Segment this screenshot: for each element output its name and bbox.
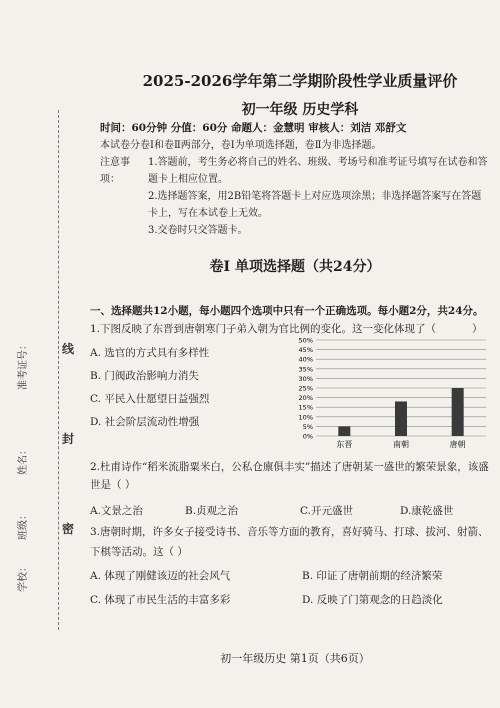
seal-line <box>58 110 59 630</box>
section-instruction: 一、选择题共12小题，每小题四个选项中只有一个正确选项。每小题2分，共24分。 <box>90 305 484 317</box>
y-tick-label: 5% <box>302 422 313 431</box>
q3-option-c[interactable]: C. 体现了市民生活的丰富多彩 <box>90 594 231 606</box>
instruction-item: 1.答题前，考生务必将自己的姓名、班级、考场号和准考证号填写在试卷和答题卡上相应位置。 <box>148 157 488 185</box>
seal-char-mi: 密 <box>62 522 75 536</box>
official-ratio-bar-chart <box>290 336 490 454</box>
question-1-bracket-close: ） <box>472 323 483 335</box>
y-tick-label: 35% <box>298 365 313 374</box>
q3-option-b[interactable]: B. 印证了唐朝前期的经济繁荣 <box>302 570 443 582</box>
exam-number-label: 准考证号： <box>18 340 29 390</box>
y-tick-label: 0% <box>302 432 313 441</box>
seal-char-xian: 线 <box>62 342 75 356</box>
exam-note: 本试卷分卷Ⅰ和卷Ⅱ两部分，卷Ⅰ为单项选择题，卷Ⅱ为非选择题。 <box>100 140 382 151</box>
instructions <box>100 154 490 239</box>
question-3: 3.唐朝时期，许多女子接受诗书、音乐等方面的教育，喜好骑马、打球、拔河、射箭、下棋等活动。这（ ） <box>90 526 489 558</box>
question-2: 2.杜甫诗作“稻米流脂粟米白，公私仓廪俱丰实”描述了唐朝某一盛世的繁荣景象，该盛世是（ ） <box>90 461 489 491</box>
y-tick-label: 20% <box>298 394 313 403</box>
q3-option-a[interactable]: A. 体现了刚健该迈的社会风气 <box>90 570 231 582</box>
y-tick-label: 40% <box>298 355 313 364</box>
name-label: 姓名： <box>18 445 29 475</box>
instruction-item: 2.选择题答案，用2B铅笔将答题卡上对应选项涂黑；非选择题答案写在答题卡上，写在本试卷上无效。 <box>148 191 482 219</box>
y-tick-label: 50% <box>298 336 313 345</box>
bar-东晋 <box>338 426 350 436</box>
instructions-label: 注意事项： <box>100 157 130 185</box>
q2-option-b[interactable]: B.贞观之治 <box>185 505 239 517</box>
q1-option-d[interactable]: D. 社会阶层流动性增强 <box>90 416 200 428</box>
y-tick-label: 15% <box>298 403 313 412</box>
page-footer: 初一年级历史 第1页（共6页） <box>220 652 370 665</box>
q2-option-c[interactable]: C.开元盛世 <box>300 505 353 517</box>
exam-meta: 时间：60分钟 分值：60分 命题人：金慧明 审核人：刘洁 邓舒文 <box>100 122 407 134</box>
x-tick-label: 东晋 <box>336 440 353 449</box>
x-tick-label: 南朝 <box>393 440 409 449</box>
y-tick-label: 45% <box>298 346 313 355</box>
y-tick-label: 10% <box>298 413 313 422</box>
exam-title: 2025-2026学年第二学期阶段性学业质量评价 <box>142 72 458 90</box>
class-label: 班级： <box>18 510 29 540</box>
seal-char-feng: 封 <box>62 432 75 446</box>
q1-option-c[interactable]: C. 平民入仕愿望日益强烈 <box>90 393 210 405</box>
exam-subtitle: 初一年级 历史学科 <box>241 102 359 118</box>
bar-南朝 <box>395 401 407 436</box>
question-1-stem: 1.下图反映了东晋到唐朝寒门子弟入朝为官比例的变化。这一变化体现了（ <box>90 323 437 335</box>
school-label: 学校： <box>18 562 29 592</box>
q2-option-a[interactable]: A.文景之治 <box>90 505 143 517</box>
question-1 <box>90 321 490 336</box>
y-tick-label: 25% <box>298 384 313 393</box>
bar-唐朝 <box>452 388 464 436</box>
y-tick-label: 30% <box>298 374 313 383</box>
x-tick-label: 唐朝 <box>449 440 466 449</box>
instruction-item: 3.交卷时只交答题卡。 <box>148 225 248 236</box>
section-title: 卷Ⅰ 单项选择题（共24分） <box>209 259 381 275</box>
q1-option-a[interactable]: A. 选官的方式具有多样性 <box>90 347 210 359</box>
q3-option-d[interactable]: D. 反映了门第观念的日趋淡化 <box>302 594 443 606</box>
q2-option-d[interactable]: D.康乾盛世 <box>400 505 454 517</box>
q1-option-b[interactable]: B. 门阀政治影响力消失 <box>90 370 199 382</box>
